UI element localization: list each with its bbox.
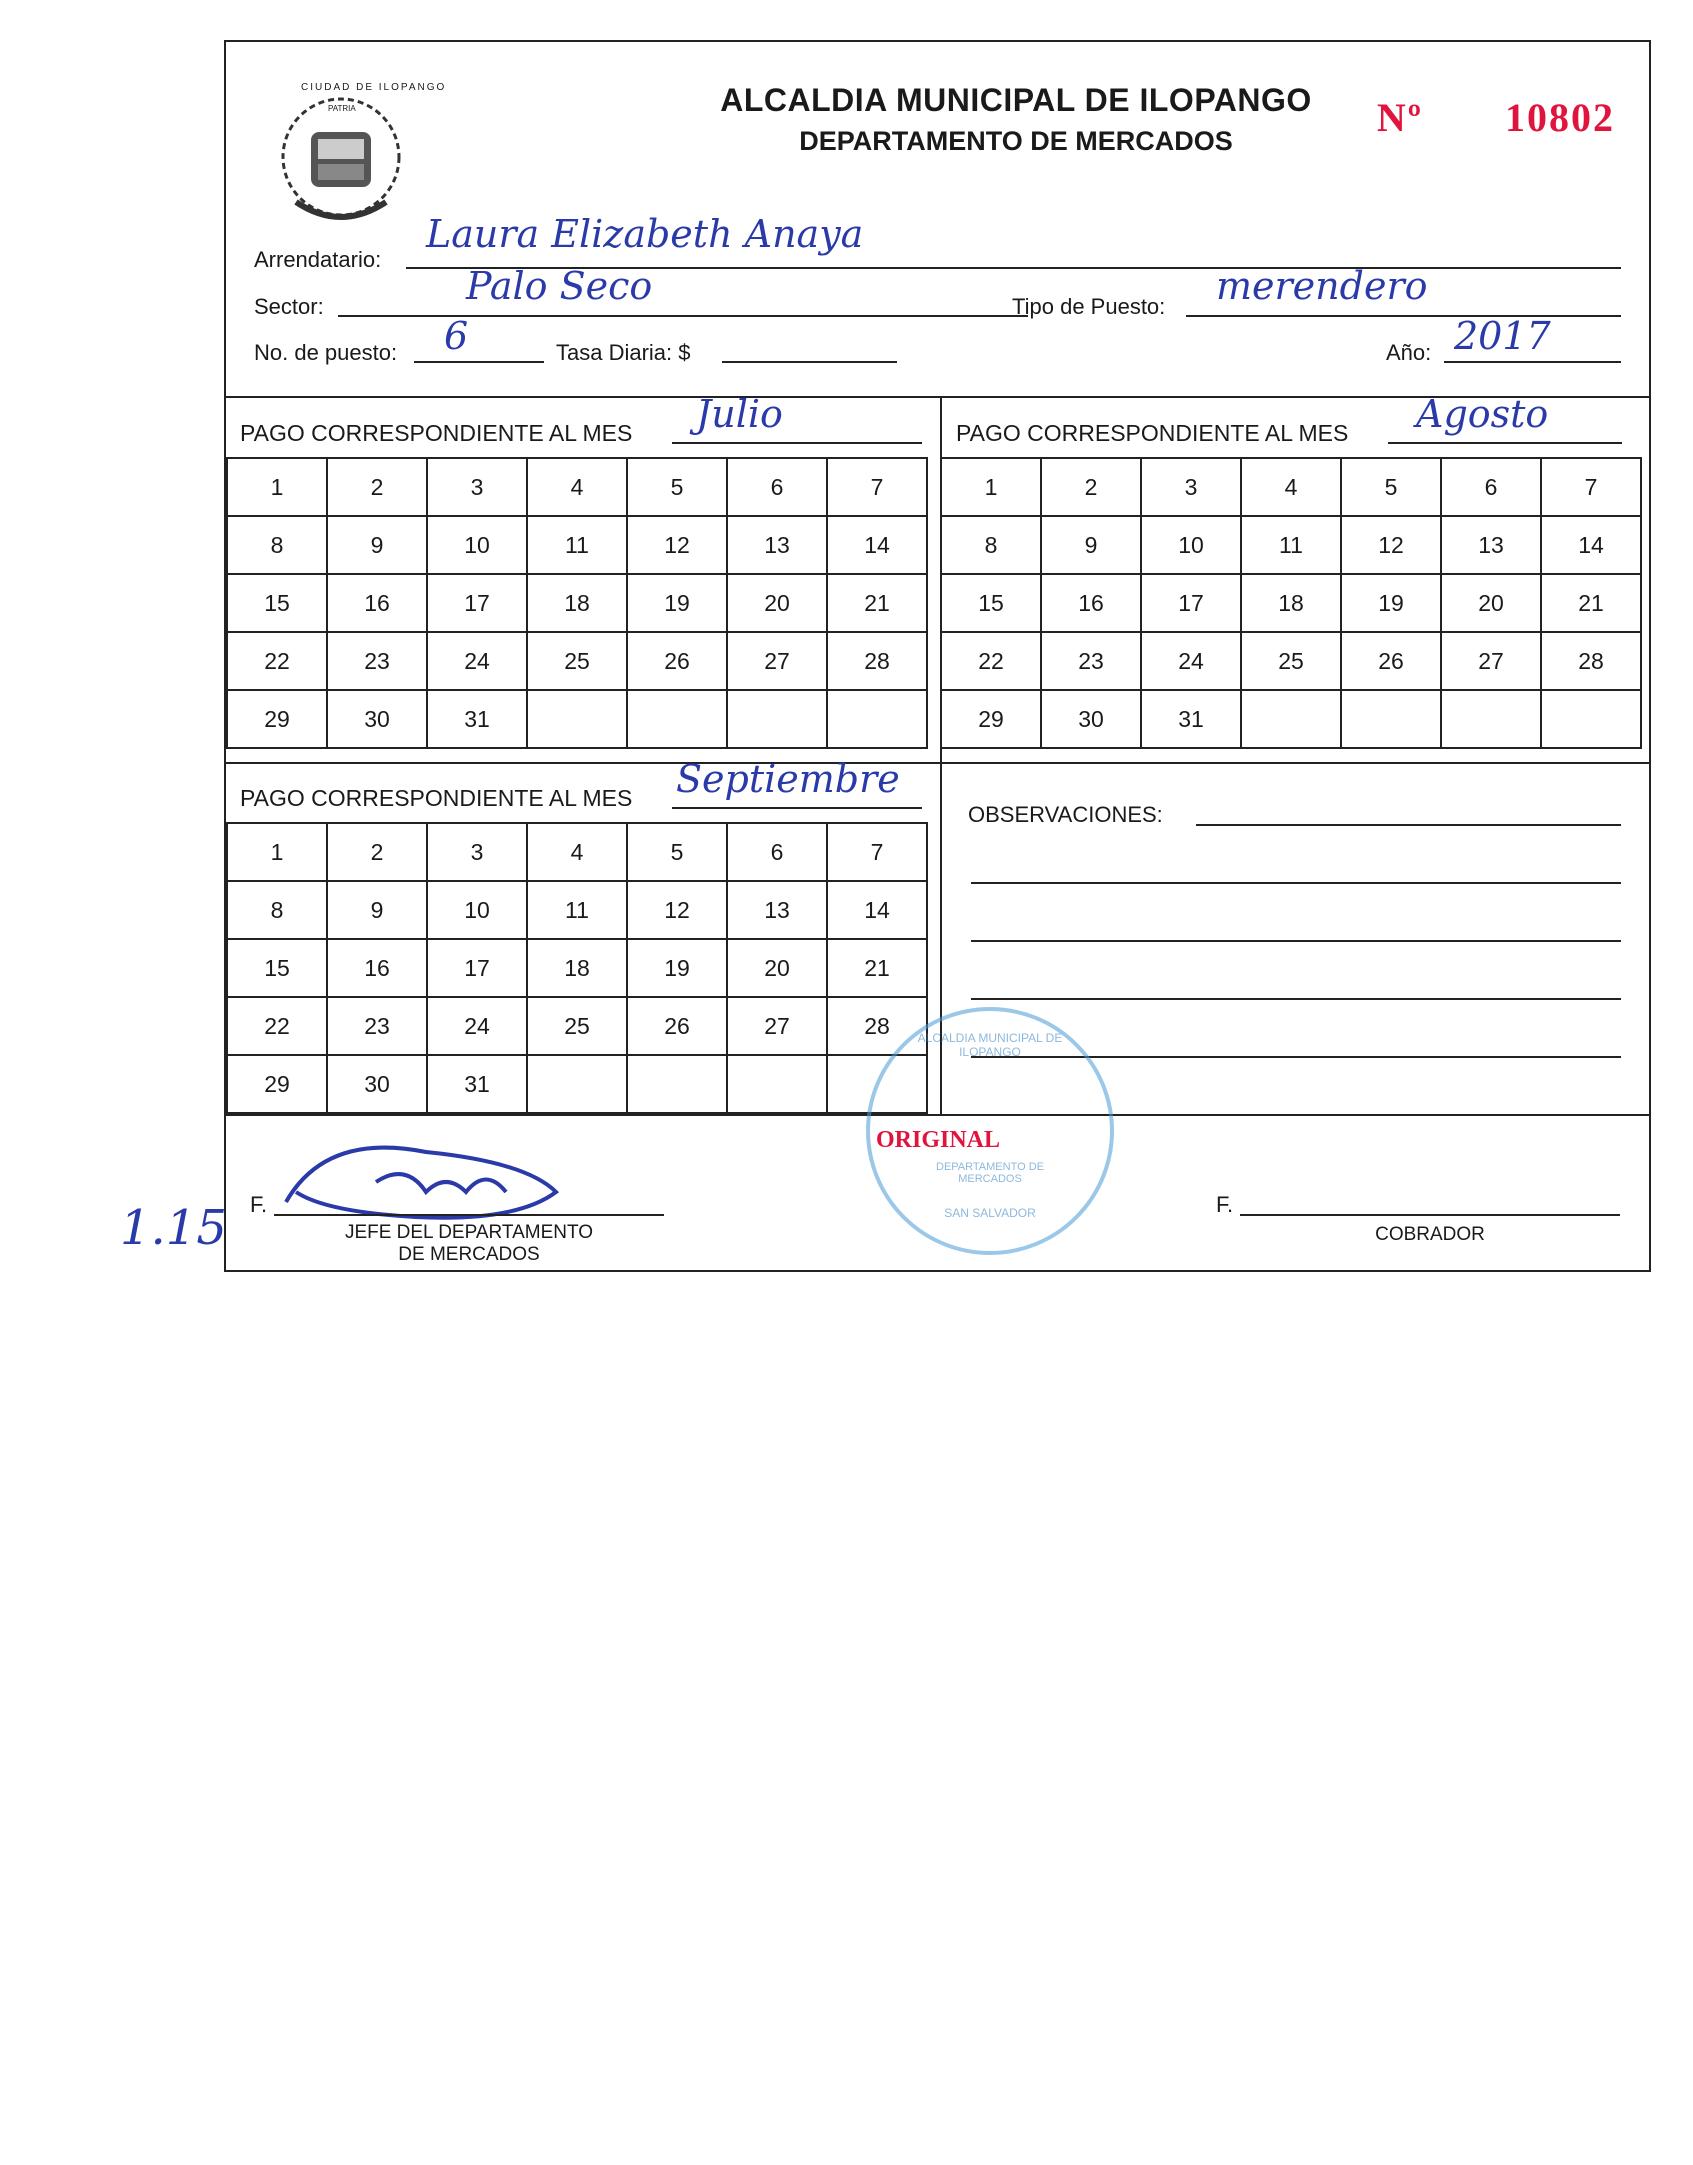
day-cell: 7 [827, 823, 927, 881]
obs-line-4 [971, 998, 1621, 1000]
obs-line-3 [971, 940, 1621, 942]
day-cell: 9 [327, 516, 427, 574]
tasa-line [722, 361, 897, 363]
day-cell: 20 [727, 574, 827, 632]
f-left-label: F. [250, 1192, 268, 1217]
month-2-line [1388, 442, 1622, 444]
puesto-value: 6 [444, 314, 469, 358]
puesto-label: No. de puesto: [254, 340, 398, 365]
sector-line [338, 315, 1028, 317]
day-cell: 15 [227, 939, 327, 997]
stamp-inner-text: DEPARTAMENTO DE MERCADOS [936, 1161, 1044, 1185]
receipt-sheet [90, 0, 1615, 1300]
day-cell: 4 [527, 823, 627, 881]
municipal-seal-icon [266, 72, 416, 232]
empty-cell [827, 690, 927, 748]
day-cell: 7 [827, 458, 927, 516]
receipt-form [224, 40, 1651, 1272]
day-cell: 18 [1241, 574, 1341, 632]
day-cell: 22 [227, 632, 327, 690]
day-cell: 13 [727, 516, 827, 574]
day-cell: 23 [327, 632, 427, 690]
obs-line-1 [1196, 824, 1621, 826]
day-cell: 31 [427, 1055, 527, 1113]
day-cell: 17 [427, 574, 527, 632]
day-cell: 21 [827, 574, 927, 632]
anio-value: 2017 [1454, 314, 1551, 358]
day-cell: 31 [1141, 690, 1241, 748]
month-3-calendar [226, 822, 928, 1114]
day-cell: 19 [627, 939, 727, 997]
day-cell: 18 [527, 939, 627, 997]
day-cell: 19 [627, 574, 727, 632]
day-cell: 18 [527, 574, 627, 632]
day-cell: 8 [941, 516, 1041, 574]
month-2-calendar [940, 457, 1642, 749]
day-cell: 25 [527, 632, 627, 690]
day-cell: 27 [727, 632, 827, 690]
day-cell: 20 [1441, 574, 1541, 632]
receipt-number [1377, 94, 1615, 141]
day-cell: 30 [1041, 690, 1141, 748]
day-cell: 23 [327, 997, 427, 1055]
day-cell: 11 [1241, 516, 1341, 574]
empty-cell [527, 1055, 627, 1113]
day-cell: 25 [1241, 632, 1341, 690]
observaciones-label: OBSERVACIONES: [968, 802, 1163, 827]
empty-cell [627, 1055, 727, 1113]
day-cell: 15 [941, 574, 1041, 632]
day-cell: 13 [727, 881, 827, 939]
sector-label: Sector: [254, 294, 324, 319]
day-cell: 13 [1441, 516, 1541, 574]
month-2-label: PAGO CORRESPONDIENTE AL MES [956, 420, 1349, 446]
day-cell: 3 [1141, 458, 1241, 516]
day-cell: 28 [827, 997, 927, 1055]
day-cell: 26 [627, 632, 727, 690]
stamp-bottom-text: SAN SALVADOR [944, 1206, 1036, 1220]
day-cell: 7 [1541, 458, 1641, 516]
empty-cell [527, 690, 627, 748]
month-2-value: Agosto [1416, 392, 1549, 436]
day-cell: 26 [1341, 632, 1441, 690]
day-cell: 25 [527, 997, 627, 1055]
day-cell: 4 [1241, 458, 1341, 516]
day-cell: 30 [327, 690, 427, 748]
day-cell: 29 [941, 690, 1041, 748]
month-3-label: PAGO CORRESPONDIENTE AL MES [240, 785, 633, 811]
day-cell: 2 [327, 458, 427, 516]
day-cell: 26 [627, 997, 727, 1055]
day-cell: 16 [1041, 574, 1141, 632]
day-cell: 28 [1541, 632, 1641, 690]
day-cell: 12 [1341, 516, 1441, 574]
anio-line [1444, 361, 1621, 363]
day-cell: 29 [227, 1055, 327, 1113]
day-cell: 8 [227, 881, 327, 939]
anio-label: Año: [1386, 340, 1432, 365]
day-cell: 31 [427, 690, 527, 748]
day-cell: 6 [727, 823, 827, 881]
puesto-line [414, 361, 544, 363]
day-cell: 15 [227, 574, 327, 632]
day-cell: 10 [427, 516, 527, 574]
original-label: ORIGINAL [876, 1127, 1001, 1153]
margin-note: 1.15 [120, 1200, 227, 1256]
day-cell: 30 [327, 1055, 427, 1113]
f-right-line [1240, 1214, 1620, 1216]
day-cell: 22 [941, 632, 1041, 690]
arrendatario-label: Arrendatario: [254, 247, 382, 272]
cobrador-label: COBRADOR [1375, 1224, 1485, 1245]
number-prefix: Nº [1376, 95, 1423, 140]
month-3-line [672, 807, 922, 809]
day-cell: 4 [527, 458, 627, 516]
day-cell: 9 [1041, 516, 1141, 574]
day-cell: 29 [227, 690, 327, 748]
stamp-ring-text: ALCALDIA MUNICIPAL DE ILOPANGO [917, 1031, 1063, 1059]
day-cell: 5 [627, 823, 727, 881]
seal-text: CIUDAD DE ILOPANGO [301, 82, 447, 93]
jefe-line1: JEFE DEL DEPARTAMENTO [344, 1222, 594, 1243]
day-cell: 23 [1041, 632, 1141, 690]
seal-sub: PATRIA [328, 104, 356, 113]
day-cell: 24 [427, 997, 527, 1055]
month-1-calendar [226, 457, 928, 749]
divider-mid [226, 762, 1649, 764]
day-cell: 24 [427, 632, 527, 690]
empty-cell [727, 1055, 827, 1113]
day-cell: 11 [527, 516, 627, 574]
day-cell: 1 [227, 823, 327, 881]
day-cell: 10 [1141, 516, 1241, 574]
day-cell: 11 [527, 881, 627, 939]
day-cell: 19 [1341, 574, 1441, 632]
empty-cell [1241, 690, 1341, 748]
day-cell: 3 [427, 823, 527, 881]
day-cell: 24 [1141, 632, 1241, 690]
day-cell: 8 [227, 516, 327, 574]
day-cell: 14 [827, 881, 927, 939]
day-cell: 27 [1441, 632, 1541, 690]
empty-cell [627, 690, 727, 748]
day-cell: 9 [327, 881, 427, 939]
day-cell: 5 [1341, 458, 1441, 516]
day-cell: 2 [327, 823, 427, 881]
number-value: 10802 [1505, 95, 1615, 140]
day-cell: 5 [627, 458, 727, 516]
month-1-value: Julio [696, 392, 783, 436]
day-cell: 16 [327, 574, 427, 632]
f-left-line [274, 1214, 664, 1216]
day-cell: 1 [227, 458, 327, 516]
day-cell: 27 [727, 997, 827, 1055]
day-cell: 10 [427, 881, 527, 939]
empty-cell [727, 690, 827, 748]
day-cell: 20 [727, 939, 827, 997]
page-subtitle: DEPARTAMENTO DE MERCADOS [799, 126, 1233, 156]
day-cell: 1 [941, 458, 1041, 516]
day-cell: 12 [627, 881, 727, 939]
day-cell: 6 [1441, 458, 1541, 516]
tasa-label: Tasa Diaria: $ [556, 340, 691, 365]
day-cell: 14 [827, 516, 927, 574]
day-cell: 17 [1141, 574, 1241, 632]
day-cell: 2 [1041, 458, 1141, 516]
jefe-line2: DE MERCADOS [398, 1244, 540, 1265]
day-cell: 16 [327, 939, 427, 997]
arrendatario-value: Laura Elizabeth Anaya [426, 212, 864, 256]
month-3-value: Septiembre [676, 757, 900, 801]
obs-line-2 [971, 882, 1621, 884]
day-cell: 14 [1541, 516, 1641, 574]
day-cell: 21 [1541, 574, 1641, 632]
empty-cell [1341, 690, 1441, 748]
empty-cell [1441, 690, 1541, 748]
day-cell: 22 [227, 997, 327, 1055]
month-1-line [672, 442, 922, 444]
tipo-value: merendero [1216, 264, 1428, 308]
empty-cell [1541, 690, 1641, 748]
tipo-label: Tipo de Puesto: [1012, 294, 1166, 319]
day-cell: 12 [627, 516, 727, 574]
day-cell: 17 [427, 939, 527, 997]
tipo-line [1186, 315, 1621, 317]
sector-value: Palo Seco [466, 264, 653, 308]
month-1-label: PAGO CORRESPONDIENTE AL MES [240, 420, 633, 446]
day-cell: 21 [827, 939, 927, 997]
f-right-label: F. [1216, 1192, 1234, 1217]
page-title: ALCALDIA MUNICIPAL DE ILOPANGO [720, 82, 1312, 118]
day-cell: 28 [827, 632, 927, 690]
day-cell: 6 [727, 458, 827, 516]
day-cell: 3 [427, 458, 527, 516]
